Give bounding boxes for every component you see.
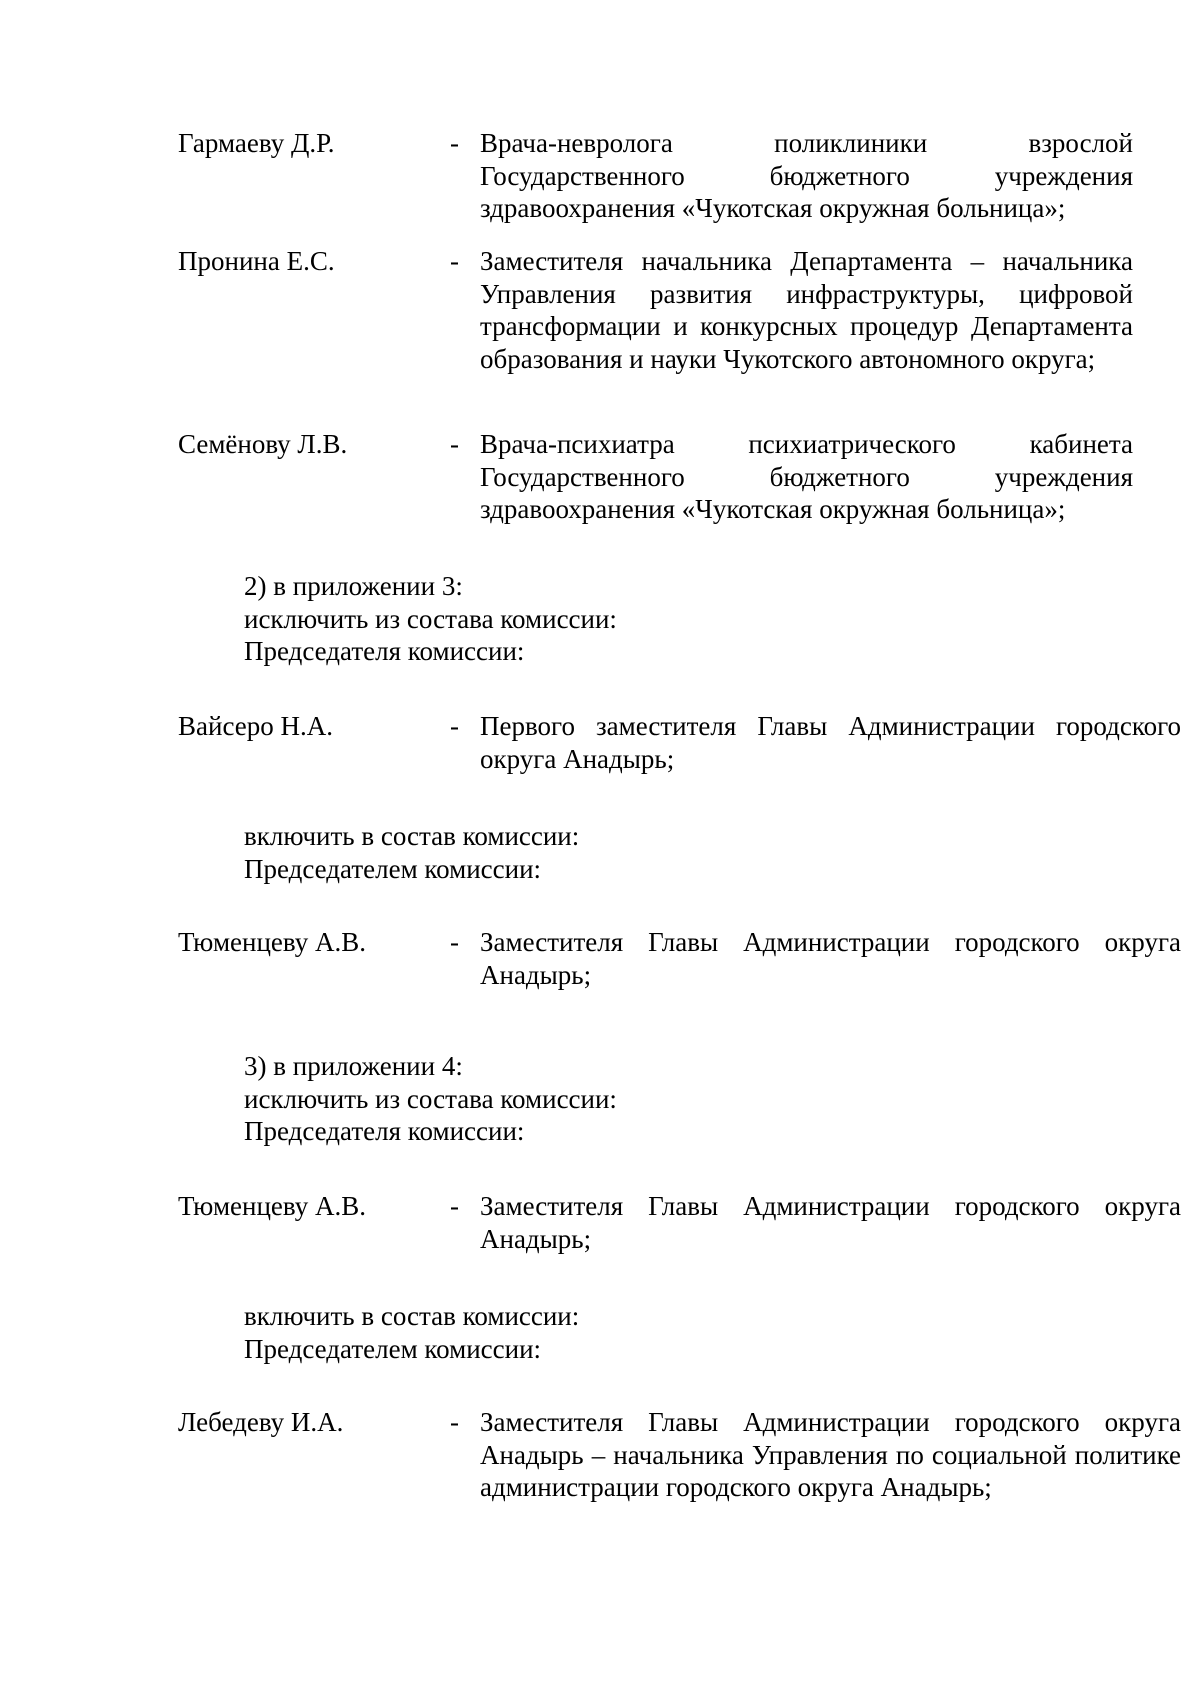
section-heading: 2) в приложении 3: — [244, 571, 463, 601]
entry-dash: - — [450, 711, 459, 741]
member-position: Заместителя Главы Администрации городского округа Анадырь; — [480, 1191, 1181, 1254]
section-role: Председателя комиссии: — [244, 1116, 525, 1146]
entry-dash: - — [450, 128, 459, 158]
member-name: Лебедеву И.А. — [178, 1407, 344, 1437]
amendment-section — [244, 1050, 617, 1148]
entry-dash: - — [450, 1191, 459, 1221]
entry-dash: - — [450, 927, 459, 957]
amendment-section — [244, 1300, 579, 1365]
section-action: исключить из состава комиссии: — [244, 603, 617, 634]
entry-dash: - — [450, 1407, 459, 1437]
member-name: Вайсеро Н.А. — [178, 711, 333, 741]
member-position: Врача-психиатра психиатрического кабинета Государственного бюджетного учреждения здравоохранения «Чукотская окружная больница»; — [480, 429, 1133, 524]
member-name: Пронина Е.С. — [178, 246, 335, 276]
member-name: Семёнову Л.В. — [178, 429, 348, 459]
section-action: исключить из состава комиссии: — [244, 1083, 617, 1114]
section-role: Председателя комиссии: — [244, 636, 525, 666]
section-action: включить в состав комиссии: — [244, 821, 580, 851]
section-action: включить в состав комиссии: — [244, 1301, 580, 1331]
section-role: Председателем комиссии: — [244, 853, 542, 884]
member-position: Заместителя начальника Департамента – начальника Управления развития инфраструктуры, цифровой трансформации и конкурсных процедур Департамента образования и науки Чукотского автономного округа; — [480, 246, 1133, 374]
member-position: Врача-невролога поликлиники взрослой Государственного бюджетного учреждения здравоохранения «Чукотская окружная больница»; — [480, 128, 1133, 223]
entry-dash: - — [450, 429, 459, 459]
member-position: Заместителя Главы Администрации городского округа Анадырь – начальника Управления по социальной политике администрации городского округа Анадырь; — [480, 1407, 1181, 1502]
section-role: Председателем комиссии: — [244, 1333, 542, 1364]
amendment-section — [244, 570, 617, 668]
entry-dash: - — [450, 246, 459, 276]
section-heading: 3) в приложении 4: — [244, 1051, 463, 1081]
member-name: Тюменцеву А.В. — [178, 927, 366, 957]
member-position: Заместителя Главы Администрации городского округа Анадырь; — [480, 927, 1181, 990]
member-name: Гармаеву Д.Р. — [178, 128, 335, 158]
member-position: Первого заместителя Главы Администрации городского округа Анадырь; — [480, 711, 1181, 774]
member-name: Тюменцеву А.В. — [178, 1191, 366, 1221]
amendment-section — [244, 820, 579, 885]
